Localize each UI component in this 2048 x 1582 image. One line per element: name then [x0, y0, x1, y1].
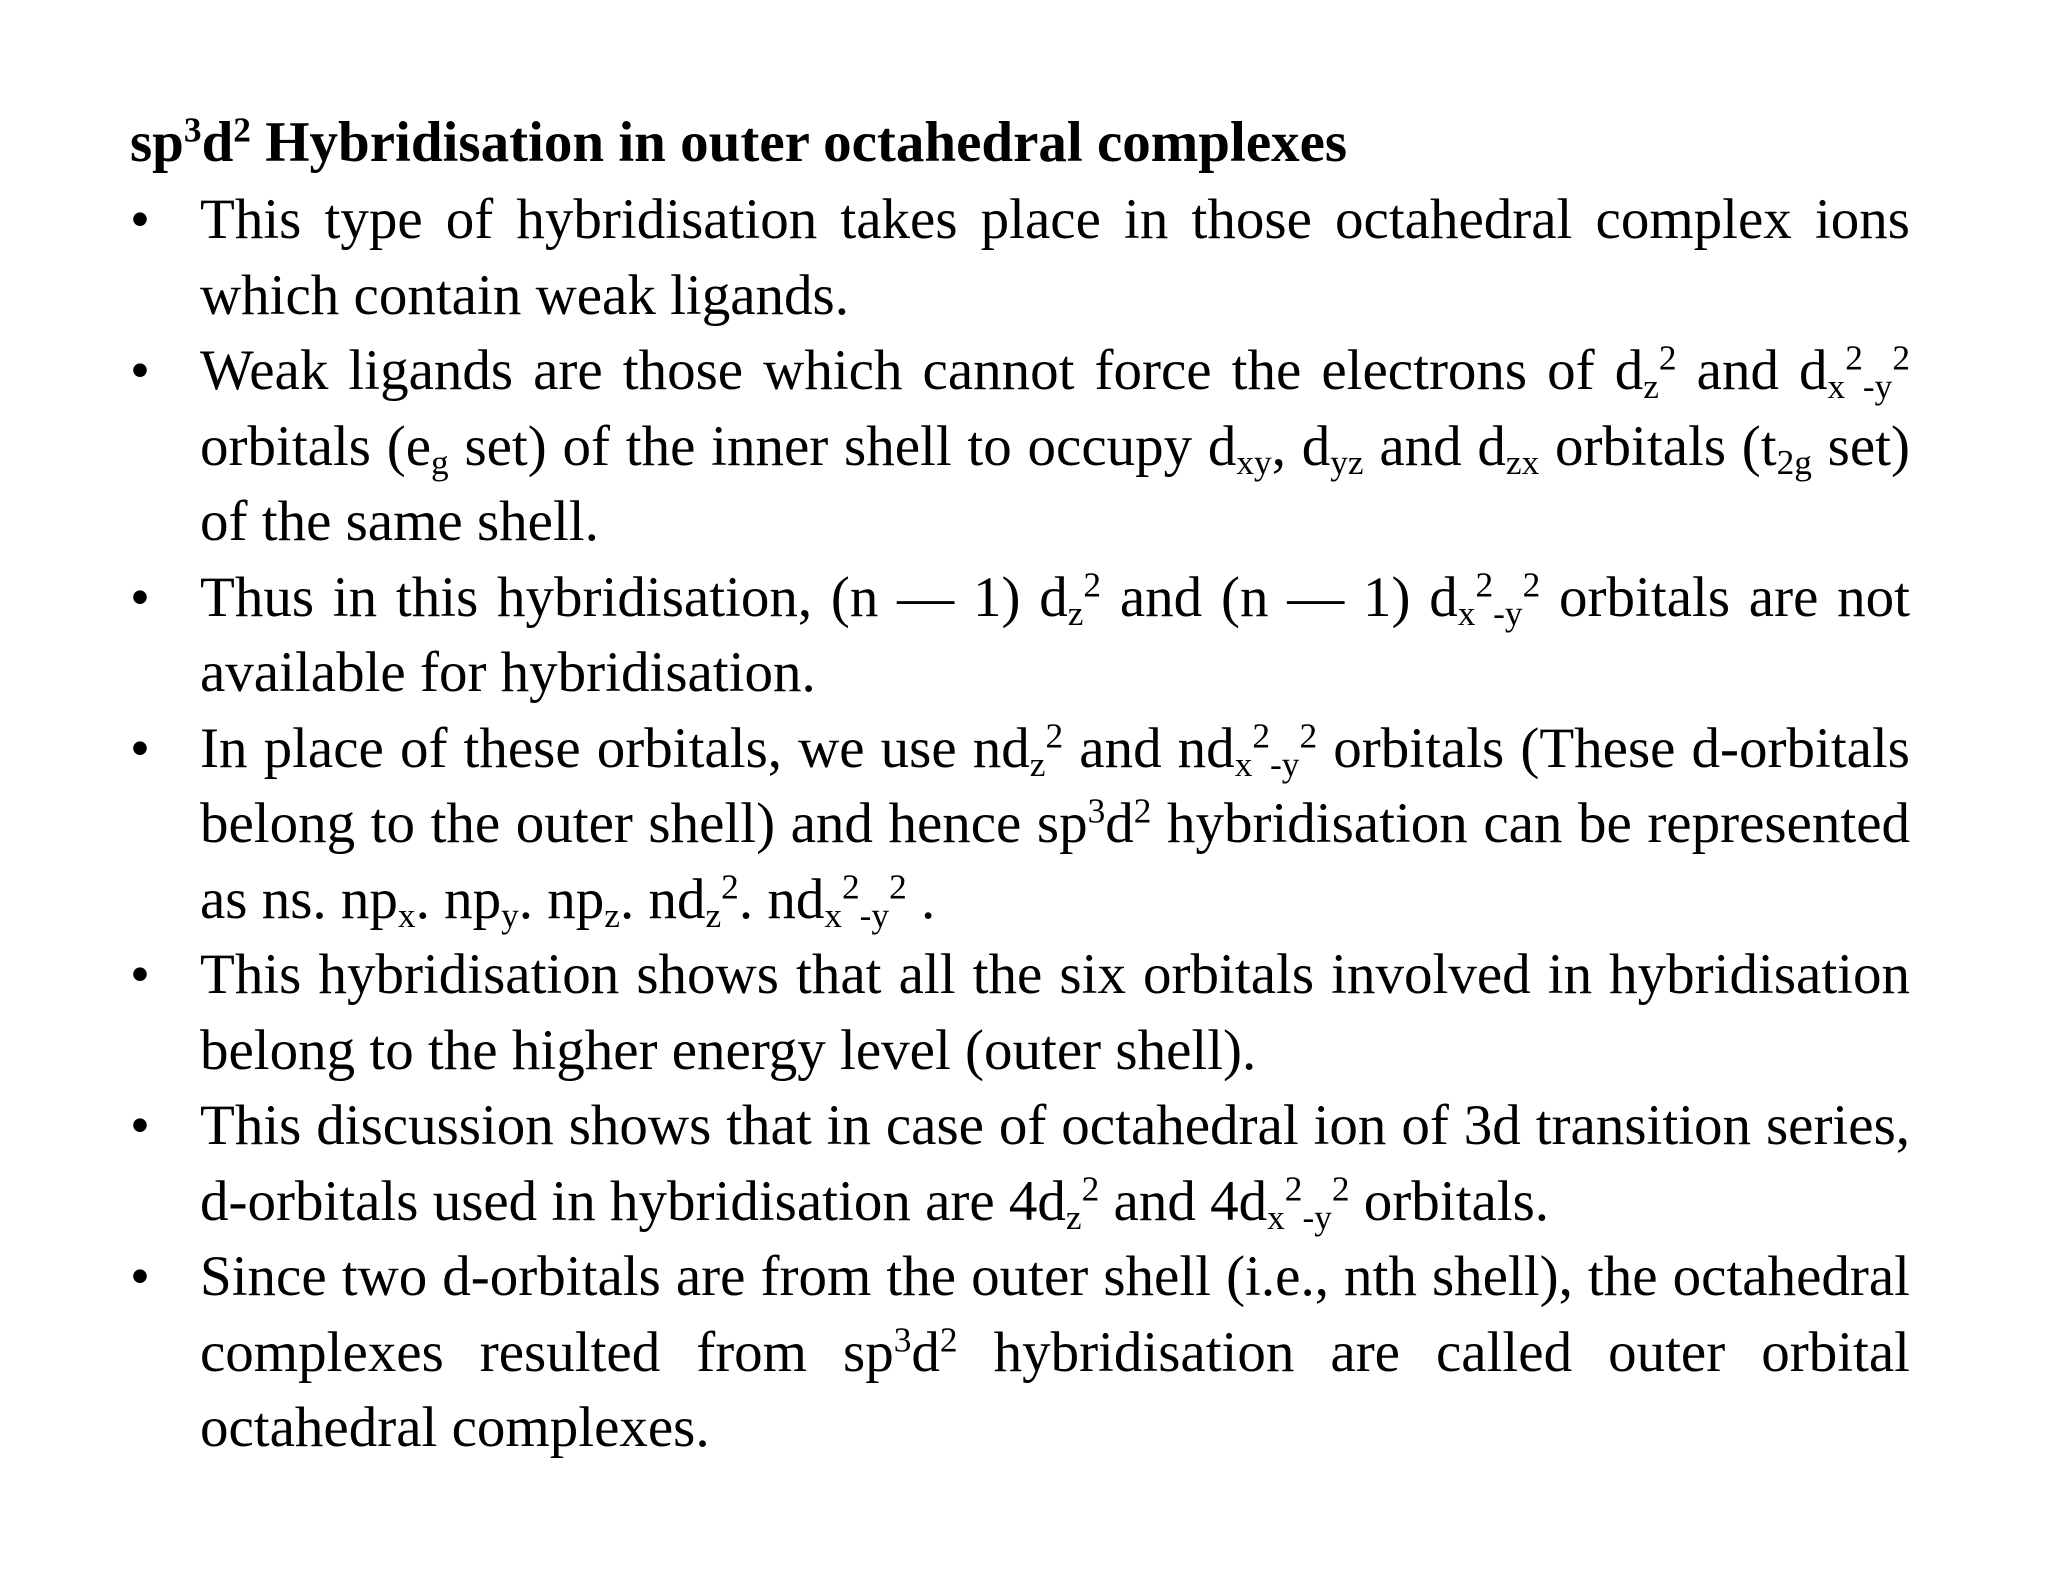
title-text: sp [130, 111, 184, 174]
text-run: hybridisation can be represented as ns. np [200, 792, 1910, 931]
text-run: . nd [619, 867, 706, 931]
bullet-text [200, 711, 1910, 938]
bullet-item [130, 333, 1910, 560]
bullet-dot-icon: • [130, 565, 150, 629]
superscript: 2 [1045, 716, 1064, 756]
superscript: 2 [1331, 1169, 1350, 1209]
subscript: x [1267, 1197, 1285, 1237]
subscript: g [431, 442, 449, 482]
text-run: . nd [738, 867, 825, 931]
subscript: z [604, 895, 620, 935]
text-run: This discussion shows that in case of octahedral ion of 3d transition series, d-orbitals used in hybridisation are 4d [200, 1094, 1910, 1233]
superscript: 2 [721, 867, 739, 907]
subscript: yz [1330, 442, 1364, 482]
superscript: 3 [1087, 791, 1106, 831]
subscript: x [1234, 744, 1253, 784]
subscript: x [824, 895, 842, 935]
superscript: 2 [1133, 791, 1152, 831]
text-run: Weak ligands are those which cannot force the electrons of d [200, 339, 1644, 402]
text-run: This hybridisation shows that all the six orbitals involved in hybridisation belong to the higher energy level (outer shell). [200, 943, 1910, 1082]
bullet-dot-icon: • [130, 1094, 150, 1157]
bullet-item [130, 182, 1910, 333]
slide-content [130, 108, 1910, 1466]
text-run: . np [415, 867, 502, 931]
superscript: 2 [889, 867, 907, 907]
bullet-item [130, 711, 1910, 938]
text-run: set) of the inner shell to occupy d [448, 414, 1237, 478]
subscript: z [1029, 744, 1046, 784]
text-run: and nd [1063, 716, 1235, 780]
superscript: 2 [1081, 1169, 1100, 1209]
bullet-dot-icon: • [130, 339, 150, 402]
superscript: 2 [1284, 1169, 1303, 1209]
bullet-list [130, 182, 1910, 1466]
subscript: y [501, 895, 519, 935]
subscript: xy [1236, 442, 1272, 482]
text-run: This type of hybridisation takes place in those octahedral complex ions which contain weak ligands. [200, 188, 1910, 327]
bullet-text [200, 182, 1910, 333]
superscript: 2 [1252, 716, 1271, 756]
bullet-item [130, 1088, 1910, 1239]
bullet-dot-icon: • [130, 188, 150, 251]
text-run: . np [518, 867, 605, 931]
subscript: zx [1505, 442, 1540, 482]
title-text: d [201, 111, 234, 174]
superscript: 2 [1522, 565, 1541, 605]
text-run: orbitals (These d-orbitals belong to the outer shell) and hence sp [200, 716, 1910, 855]
bullet-item [130, 1239, 1910, 1466]
subscript: -y [1493, 593, 1523, 633]
superscript: 2 [1845, 338, 1863, 378]
bullet-dot-icon: • [130, 943, 150, 1006]
superscript: 2 [1299, 716, 1318, 756]
text-run: and d [1676, 339, 1828, 402]
superscript: 2 [841, 867, 860, 907]
text-run: set) of the same shell. [200, 414, 1910, 553]
text-run: hybridisation are called outer orbital octahedral complexes. [200, 1320, 1910, 1459]
subscript: x [1827, 366, 1846, 406]
text-run: Thus in this hybridisation, (n — 1) d [200, 565, 1068, 629]
text-run: orbitals. [1349, 1169, 1550, 1233]
subscript: z [1065, 1197, 1082, 1237]
bullet-text [200, 1239, 1910, 1466]
bullet-item [130, 937, 1910, 1088]
superscript: 3 [893, 1320, 912, 1360]
text-run: , d [1271, 414, 1331, 478]
subscript: z [1067, 593, 1084, 633]
text-run: Since two d-orbitals are from the outer shell (i.e., nth shell), the octahedral complexes resulted from sp [200, 1245, 1910, 1384]
superscript: 2 [1658, 338, 1677, 378]
subscript: -y [1862, 366, 1893, 406]
bullet-text [200, 937, 1910, 1088]
text-run: and d [1363, 414, 1506, 478]
bullet-text [200, 333, 1910, 560]
subscript: 2g [1776, 442, 1812, 482]
text-run: d [911, 1320, 940, 1384]
subscript: -y [1302, 1197, 1332, 1237]
text-run: and (n — 1) d [1101, 565, 1458, 629]
text-run: orbitals (t [1539, 414, 1777, 478]
superscript: 2 [939, 1320, 958, 1360]
text-run: orbitals are not available for hybridisation. [200, 565, 1911, 704]
superscript: 2 [1083, 565, 1102, 605]
subscript: x [1457, 593, 1476, 633]
text-run: . [906, 867, 936, 931]
text-run: orbitals (e [200, 414, 432, 478]
text-run: In place of these orbitals, we use nd [200, 716, 1030, 780]
text-run: d [1105, 792, 1134, 855]
bullet-item [130, 560, 1910, 711]
title-text: Hybridisation in outer octahedral complexes [250, 111, 1348, 174]
subscript: z [1643, 366, 1659, 406]
subscript: -y [1270, 744, 1300, 784]
title-superscript: 2 [233, 110, 251, 150]
bullet-dot-icon: • [130, 716, 150, 780]
subscript: x [397, 895, 416, 935]
bullet-text [200, 560, 1910, 711]
superscript: 2 [1475, 565, 1494, 605]
bullet-dot-icon: • [130, 1245, 150, 1308]
title-superscript: 3 [183, 110, 202, 150]
superscript: 2 [1892, 338, 1910, 378]
bullet-text [200, 1088, 1910, 1239]
text-run: and 4d [1099, 1169, 1268, 1233]
slide-title [130, 108, 1910, 178]
subscript: z [705, 895, 722, 935]
subscript: -y [859, 895, 890, 935]
